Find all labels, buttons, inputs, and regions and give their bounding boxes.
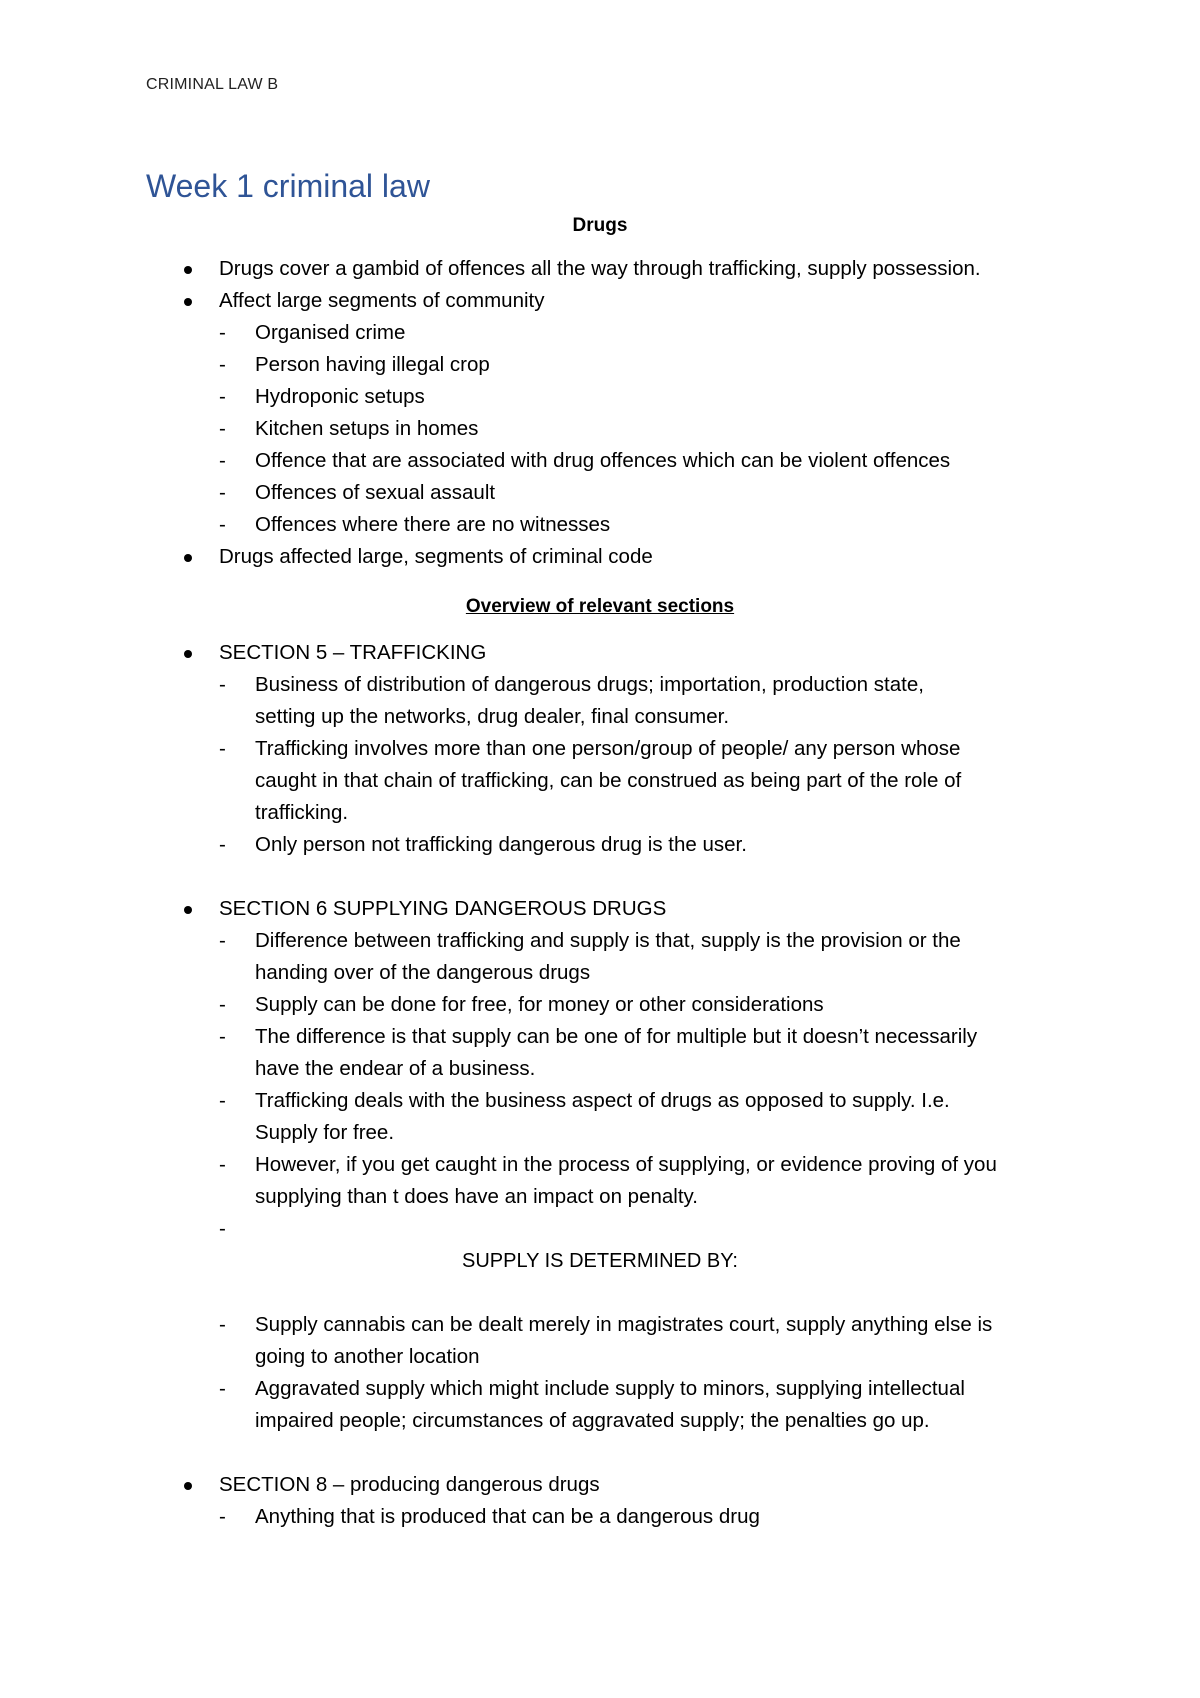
heading-drugs: Drugs bbox=[572, 215, 628, 236]
dash-marker: - bbox=[219, 321, 226, 344]
sub-item: Kitchen setups in homes bbox=[255, 417, 479, 440]
sub-item-line: Supply can be done for free, for money or other considerations bbox=[255, 993, 824, 1016]
sub-item-line: going to another location bbox=[255, 1345, 480, 1368]
sub-item-line: handing over of the dangerous drugs bbox=[255, 961, 591, 984]
sub-item: Offence that are associated with drug offences which can be violent offences bbox=[255, 449, 951, 472]
bullet-dot bbox=[184, 266, 192, 274]
dash-marker: - bbox=[219, 1313, 226, 1336]
section-8-heading: SECTION 8 – producing dangerous drugs bbox=[219, 1473, 600, 1496]
heading-overview: Overview of relevant sections bbox=[465, 596, 735, 617]
dash-marker: - bbox=[219, 993, 226, 1016]
sub-item-line: Supply for free. bbox=[255, 1121, 395, 1144]
sub-item-line: have the endear of a business. bbox=[255, 1057, 536, 1080]
dash-marker: - bbox=[219, 385, 226, 408]
dash-marker: - bbox=[219, 673, 226, 696]
dash-marker: - bbox=[219, 833, 226, 856]
sub-item-line: setting up the networks, drug dealer, final consumer. bbox=[255, 705, 730, 728]
sub-item-line: Aggravated supply which might include supply to minors, supplying intellectual bbox=[255, 1377, 965, 1400]
dash-marker-empty: - bbox=[219, 1217, 226, 1240]
sub-item-line: trafficking. bbox=[255, 801, 349, 824]
running-header: CRIMINAL LAW B bbox=[146, 76, 279, 93]
dash-marker: - bbox=[219, 737, 226, 760]
bullet-dot bbox=[184, 298, 192, 306]
sub-item-line: impaired people; circumstances of aggravated supply; the penalties go up. bbox=[255, 1409, 930, 1432]
dash-marker: - bbox=[219, 1025, 226, 1048]
sub-item-line: Anything that is produced that can be a dangerous drug bbox=[255, 1505, 760, 1528]
dash-marker: - bbox=[219, 353, 226, 376]
dash-marker: - bbox=[219, 929, 226, 952]
dash-marker: - bbox=[219, 481, 226, 504]
bullet-dot bbox=[184, 906, 192, 914]
bullet-dot bbox=[184, 1482, 192, 1490]
dash-marker: - bbox=[219, 1153, 226, 1176]
dash-marker: - bbox=[219, 417, 226, 440]
bullet-dot bbox=[184, 650, 192, 658]
sub-item-line: Only person not trafficking dangerous drug is the user. bbox=[255, 833, 747, 856]
sub-item-line: supplying than t does have an impact on penalty. bbox=[255, 1185, 698, 1208]
bullet-text: Drugs affected large, segments of criminal code bbox=[219, 545, 653, 568]
bullet-text: Affect large segments of community bbox=[219, 289, 545, 312]
dash-marker: - bbox=[219, 513, 226, 536]
dash-marker: - bbox=[219, 1505, 226, 1528]
sub-item-line: Difference between trafficking and supply is that, supply is the provision or the bbox=[255, 929, 961, 952]
bullet-text: Drugs cover a gambid of offences all the way through trafficking, supply possession. bbox=[219, 257, 981, 280]
sub-item-line: Trafficking deals with the business aspect of drugs as opposed to supply. I.e. bbox=[255, 1089, 950, 1112]
sub-item-line: Supply cannabis can be dealt merely in magistrates court, supply anything else is bbox=[255, 1313, 993, 1336]
sub-item: Offences of sexual assault bbox=[255, 481, 496, 504]
section-6-heading: SECTION 6 SUPPLYING DANGEROUS DRUGS bbox=[219, 897, 667, 920]
sub-item-line: The difference is that supply can be one of for multiple but it doesn’t necessarily bbox=[255, 1025, 978, 1048]
sub-item-line: Business of distribution of dangerous drugs; importation, production state, bbox=[255, 673, 924, 696]
bullet-dot bbox=[184, 554, 192, 562]
sub-item-line: caught in that chain of trafficking, can be construed as being part of the role of bbox=[255, 769, 962, 792]
page-title: Week 1 criminal law bbox=[146, 168, 430, 204]
sub-item-line: However, if you get caught in the process of supplying, or evidence proving of you bbox=[255, 1153, 997, 1176]
dash-marker: - bbox=[219, 1377, 226, 1400]
supply-heading: SUPPLY IS DETERMINED BY: bbox=[461, 1250, 738, 1272]
sub-item: Organised crime bbox=[255, 321, 406, 344]
sub-item-line: Trafficking involves more than one person/group of people/ any person whose bbox=[255, 737, 961, 760]
section-5-heading: SECTION 5 – TRAFFICKING bbox=[219, 641, 487, 664]
dash-marker: - bbox=[219, 449, 226, 472]
dash-marker: - bbox=[219, 1089, 226, 1112]
sub-item: Person having illegal crop bbox=[255, 353, 490, 376]
sub-item: Hydroponic setups bbox=[255, 385, 425, 408]
sub-item: Offences where there are no witnesses bbox=[255, 513, 611, 536]
